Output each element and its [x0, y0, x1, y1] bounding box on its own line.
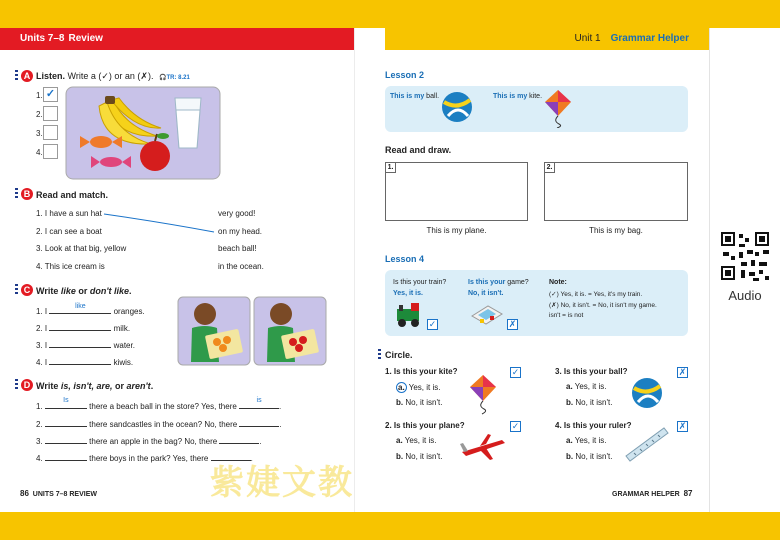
circle-mark-3: ✗: [678, 367, 687, 377]
answer-box-3[interactable]: [43, 125, 58, 140]
section-d-title: Write is, isn't, are, or aren't.: [36, 381, 154, 391]
grammar-item-3: 3. there an apple in the bag? No, there .: [36, 437, 262, 446]
left-page-header: [0, 28, 354, 50]
left-footer: 86 UNITS 7–8 REVIEW: [20, 489, 97, 498]
answer-blank[interactable]: [45, 418, 87, 427]
circle-option-4a[interactable]: a. Yes, it is.: [566, 436, 607, 445]
match-left-2: 2. I can see a boat: [36, 227, 102, 236]
lesson-4-answer-2: No, it isn't.: [468, 290, 504, 297]
match-left-1: 1. I have a sun hat: [36, 209, 102, 218]
board-game-image: [470, 302, 504, 328]
match-right-2: on my head.: [218, 227, 263, 236]
note-line-1: (✓) Yes, it is. = Yes, it's my train.: [549, 291, 643, 298]
lesson-4-question-2: Is this your game?: [468, 279, 529, 286]
lesson-4-answer-1: Yes, it is.: [393, 290, 423, 297]
answer-blank[interactable]: [49, 356, 111, 365]
answer-blank[interactable]: is: [239, 400, 279, 409]
bottom-yellow-band: [0, 512, 780, 540]
drawing-caption-1: This is my plane.: [426, 226, 487, 235]
lesson-4-check-mark: ✓: [428, 319, 437, 329]
note-line-3: isn't = is not: [549, 312, 584, 319]
food-illustration: [65, 86, 221, 180]
like-item-1: 1. I like oranges.: [36, 303, 145, 316]
read-draw-title: Read and draw.: [385, 145, 452, 155]
section-d-badge: D: [21, 379, 33, 391]
lesson-4-x-mark: ✗: [508, 319, 517, 329]
section-b-badge: B: [21, 188, 33, 200]
match-right-3: beach ball!: [218, 244, 257, 253]
beach-ball-image: [630, 376, 664, 410]
circle-question-1: 1. Is this your kite?: [385, 367, 458, 376]
circle-option-2b[interactable]: b. No, it isn't.: [396, 452, 443, 461]
like-item-4: 4. I kiwis.: [36, 358, 134, 367]
circle-mark-4: ✗: [678, 421, 687, 431]
lesson-2-title: Lesson 2: [385, 70, 425, 80]
match-left-4: 4. This ice cream is: [36, 262, 105, 271]
like-item-3: 3. I water.: [36, 341, 135, 350]
header-unit: Unit 1: [574, 33, 601, 44]
milk-glass-image: [175, 98, 201, 148]
right-page-header: [385, 28, 709, 50]
beach-ball-image: [440, 90, 474, 124]
lesson-2-sentence-2: This is my kite.: [493, 93, 543, 100]
note-title: Note:: [549, 279, 567, 286]
section-b-title: Read and match.: [36, 190, 109, 200]
section-dots: [15, 379, 18, 391]
answer-blank[interactable]: [45, 435, 87, 444]
grammar-item-1: 1. Is there a beach ball in the store? Yes, there is .: [36, 397, 282, 411]
header-review-title: Review: [68, 33, 103, 44]
drawing-box-2[interactable]: 2.: [544, 162, 688, 221]
page-number: 87: [683, 489, 693, 498]
item-number: 3.: [36, 129, 43, 138]
audio-label: Audio: [728, 288, 762, 303]
section-dots: [15, 70, 18, 82]
answer-blank[interactable]: like: [49, 305, 111, 314]
section-a-badge: A: [21, 70, 33, 82]
audio-track-icon: 🎧: [158, 75, 167, 81]
answer-box-4[interactable]: [43, 144, 58, 159]
answer-blank[interactable]: [49, 322, 111, 331]
kite-image: [543, 88, 573, 128]
ruler-image: [624, 426, 670, 462]
grammar-item-4: 4. there boys in the park? Yes, there .: [36, 454, 253, 463]
answer-blank[interactable]: [49, 339, 111, 348]
kite-image: [468, 373, 498, 415]
lesson-2-sentence-1: This is my ball.: [390, 93, 440, 100]
section-c-title: Write like or don't like.: [36, 286, 132, 296]
answer-blank[interactable]: [45, 452, 87, 461]
circle-title: Circle.: [385, 350, 413, 360]
answer-box-1[interactable]: ✓: [43, 87, 58, 102]
answer-blank[interactable]: Is: [45, 400, 87, 409]
item-number: 4.: [36, 148, 43, 157]
grammar-item-2: 2. there sandcastles in the ocean? No, there .: [36, 420, 282, 429]
train-image: [393, 301, 427, 329]
circle-mark-1: ✓: [511, 367, 520, 377]
watermark: 紫婕文教: [210, 463, 354, 503]
circle-mark-2: ✓: [511, 421, 520, 431]
answer-blank[interactable]: [239, 418, 279, 427]
section-dots: [15, 188, 18, 200]
lesson-4-title: Lesson 4: [385, 254, 425, 264]
drawing-box-1[interactable]: 1.: [385, 162, 528, 221]
section-dots: [378, 349, 381, 361]
circle-option-4b[interactable]: b. No, it isn't.: [566, 452, 613, 461]
circle-option-1a[interactable]: a. Yes, it is.: [398, 383, 441, 392]
section-a-title: Listen. Write a (✓) or an (✗). 🎧TR: 8.21: [36, 71, 190, 81]
page-number: 86: [20, 489, 29, 498]
match-left-3: 3. Look at that big, yellow: [36, 244, 127, 253]
match-line: [100, 208, 220, 238]
section-dots: [15, 284, 18, 296]
top-yellow-band: [0, 0, 780, 28]
qr-code-image[interactable]: [719, 230, 771, 282]
airplane-image: [458, 432, 508, 462]
match-right-4: in the ocean.: [218, 262, 264, 271]
note-line-2: (✗) No, it isn't. = No, it isn't my game.: [549, 302, 657, 309]
header-units: Units 7–8: [20, 33, 65, 44]
circle-question-4: 4. Is this your ruler?: [555, 421, 632, 430]
answer-blank[interactable]: [219, 435, 259, 444]
track-number: TR: 8.21: [166, 75, 190, 81]
circle-question-2: 2. Is this your plane?: [385, 421, 465, 430]
circle-question-3: 3. Is this your ball?: [555, 367, 628, 376]
drawing-caption-2: This is my bag.: [589, 226, 643, 235]
lesson-4-question-1: Is this your train?: [393, 279, 447, 286]
circle-option-3a[interactable]: a. Yes, it is.: [566, 382, 607, 391]
circle-option-2a[interactable]: a. Yes, it is.: [396, 436, 437, 445]
item-number: 2.: [36, 110, 43, 119]
circle-option-1b[interactable]: b. No, it isn't.: [396, 398, 443, 407]
right-footer: GRAMMAR HELPER 87: [612, 489, 693, 498]
section-c-badge: C: [21, 284, 33, 296]
circle-option-3b[interactable]: b. No, it isn't.: [566, 398, 613, 407]
item-number: 1.: [36, 91, 43, 100]
answer-box-2[interactable]: [43, 106, 58, 121]
match-right-1: very good!: [218, 209, 256, 218]
like-item-2: 2. I milk.: [36, 324, 131, 333]
boy-food-pictures: [177, 296, 327, 366]
header-grammar-title: Grammar Helper: [610, 33, 689, 44]
